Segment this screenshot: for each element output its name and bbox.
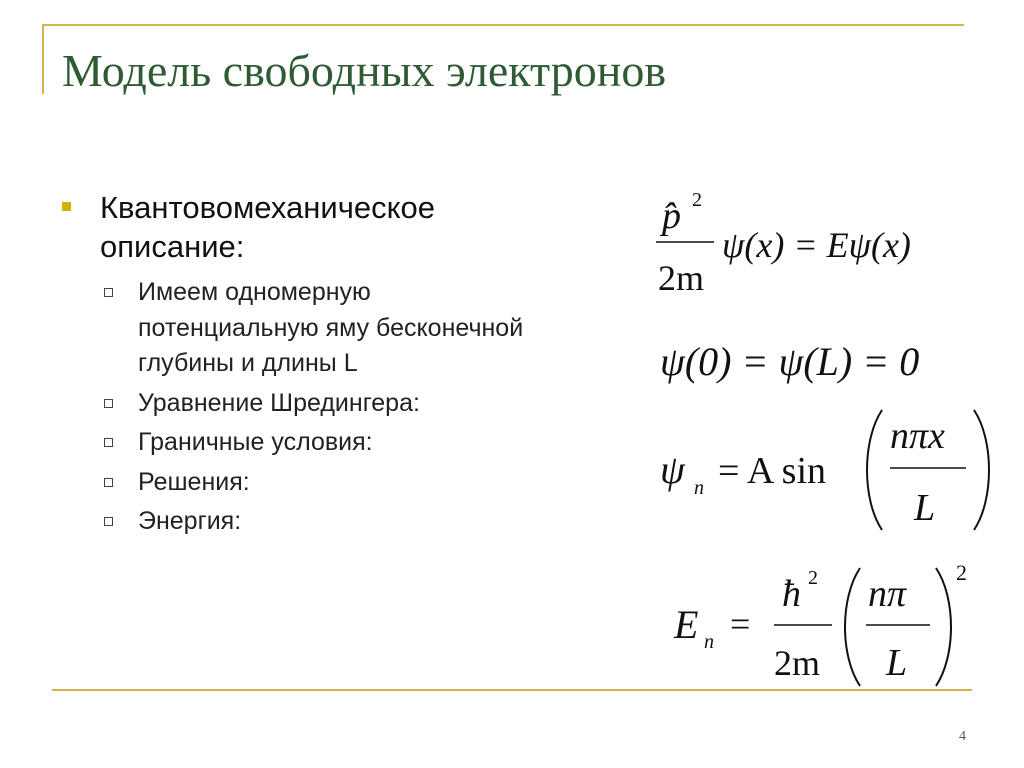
sub-bullet-list <box>62 275 542 540</box>
right-paren-icon <box>974 410 989 530</box>
frame-bottom-line <box>52 689 972 691</box>
exponent: 2 <box>692 189 702 211</box>
left-paren-icon <box>845 568 860 686</box>
subscript: n <box>704 631 714 653</box>
exponent: 2 <box>956 560 967 585</box>
hbar-symbol: ħ <box>782 573 801 615</box>
page-number: 4 <box>959 729 966 744</box>
denominator: 2m <box>658 258 705 298</box>
denominator: L <box>886 642 908 684</box>
bullet-item <box>62 188 542 266</box>
hollow-square-bullet-icon <box>104 517 113 526</box>
sub-item-text: Уравнение Шредингера: <box>138 388 420 417</box>
formulas-panel <box>640 170 1020 690</box>
numerator: nπx <box>890 415 945 457</box>
psi-symbol: ψ <box>660 447 685 492</box>
hollow-square-bullet-icon <box>104 288 113 297</box>
boundary-text: ψ(0) = ψ(L) = 0 <box>660 339 920 384</box>
equals-sign: = <box>730 604 751 644</box>
sub-item <box>62 275 542 382</box>
sub-item <box>62 465 542 501</box>
bullet-text: Квантовомеханическое описание: <box>100 190 435 264</box>
equals-a-sin: = A sin <box>718 450 827 492</box>
energy-symbol: E <box>674 602 699 647</box>
frame-top-line <box>42 24 964 26</box>
sub-item <box>62 504 542 540</box>
boundary-conditions <box>660 339 919 384</box>
slide-title: Модель свободных электронов <box>62 45 667 96</box>
bullet-list <box>62 188 542 544</box>
equation-rest: ψ(x) = Eψ(x) <box>722 225 911 265</box>
right-paren-icon <box>936 568 951 686</box>
operator-p-hat: p̂ <box>662 195 681 237</box>
energy-equation <box>673 560 967 686</box>
sub-item-text: Граничные условия: <box>138 428 373 456</box>
numerator: nπ <box>868 573 907 615</box>
denominator: 2m <box>774 643 821 683</box>
sub-item-text: Решения: <box>138 467 250 496</box>
hollow-square-bullet-icon <box>104 438 113 447</box>
schrodinger-equation <box>656 189 911 298</box>
sub-item-text: Имеем одномерную потенциальную яму бесконечной глубины и длины L <box>138 278 524 377</box>
sub-item-text: Энергия: <box>138 507 242 535</box>
left-paren-icon <box>867 410 882 530</box>
exponent: 2 <box>808 567 818 589</box>
sub-item <box>62 386 542 422</box>
hollow-square-bullet-icon <box>104 399 113 408</box>
frame-left-line <box>42 24 44 94</box>
sub-item <box>62 425 542 461</box>
wavefunction-solution <box>660 410 989 530</box>
denominator: L <box>914 487 936 529</box>
hollow-square-bullet-icon <box>104 478 113 487</box>
square-bullet-icon <box>62 202 71 211</box>
subscript: n <box>694 477 704 499</box>
